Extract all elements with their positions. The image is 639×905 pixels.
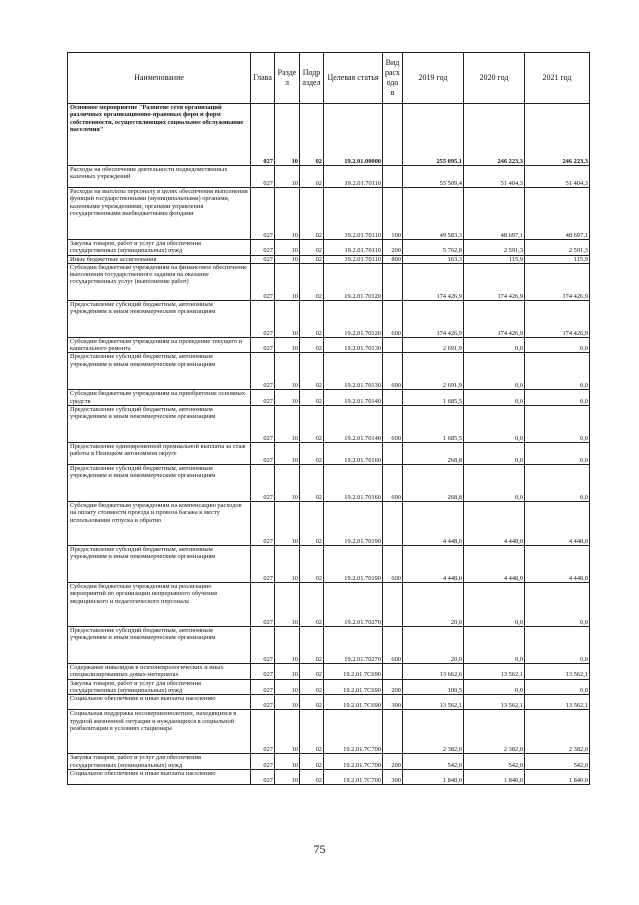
row-target-article-cell: 19.2.01.00000 [324,104,383,166]
row-target-article-cell: 19.2.01.70140 [324,406,383,443]
table-row [68,104,590,166]
row-expense-type-cell [383,710,403,754]
row-target-article-cell: 19.2.01.70110 [324,255,383,263]
row-expense-type-cell: 600 [383,300,403,337]
table-header-row [68,53,590,104]
row-chapter-cell: 027 [251,502,275,546]
row-chapter-cell: 027 [251,664,275,680]
table-row [68,443,590,465]
header-expense-type: Вид расходов [383,53,403,104]
row-name-cell: Иные бюджетные ассигнования [68,255,251,263]
row-expense-type-cell [383,263,403,300]
row-chapter-cell: 027 [251,627,275,664]
row-chapter-cell: 027 [251,754,275,770]
row-2019-cell: 5 762,8 [403,240,464,256]
row-target-article-cell: 19.2.01.70160 [324,465,383,502]
row-subsection-cell: 02 [300,754,324,770]
row-2019-cell: 1 685,5 [403,390,464,406]
row-subsection-cell: 02 [300,406,324,443]
row-2021-cell: 174 426,9 [525,300,590,337]
row-expense-type-cell: 600 [383,465,403,502]
header-year-2021: 2021 год [525,53,590,104]
row-2021-cell: 0,0 [525,627,590,664]
row-subsection-cell: 02 [300,104,324,166]
row-chapter-cell: 027 [251,188,275,240]
row-name-cell: Расходы на обеспечение деятельности подведомственных казенных учреждений [68,166,251,188]
row-expense-type-cell: 100 [383,188,403,240]
row-target-article-cell: 19.2.01.70190 [324,546,383,583]
row-subsection-cell: 02 [300,583,324,627]
row-2021-cell: 4 448,0 [525,502,590,546]
row-chapter-cell: 027 [251,465,275,502]
row-subsection-cell: 02 [300,664,324,680]
row-name-cell: Субсидии бюджетным учреждениям на приобретение основных средств [68,390,251,406]
row-target-article-cell: 19.2.01.70140 [324,390,383,406]
row-2019-cell: 174 426,9 [403,300,464,337]
row-2020-cell: 0,0 [464,679,525,695]
row-chapter-cell: 027 [251,769,275,784]
row-2019-cell: 13 662,6 [403,664,464,680]
row-chapter-cell: 027 [251,300,275,337]
row-2019-cell: 4 448,0 [403,546,464,583]
row-2019-cell: 2 691,9 [403,353,464,390]
row-target-article-cell: 19.2.01.7С690 [324,664,383,680]
row-expense-type-cell: 200 [383,754,403,770]
row-2021-cell: 246 223,3 [525,104,590,166]
row-section-cell: 10 [275,583,300,627]
row-2021-cell: 115,9 [525,255,590,263]
row-chapter-cell: 027 [251,263,275,300]
table-row [68,465,590,502]
row-expense-type-cell: 300 [383,695,403,710]
row-target-article-cell: 19.2.01.70120 [324,263,383,300]
row-chapter-cell: 027 [251,337,275,353]
row-2019-cell: 268,8 [403,465,464,502]
row-subsection-cell: 02 [300,679,324,695]
row-target-article-cell: 19.2.01.70130 [324,353,383,390]
row-chapter-cell: 027 [251,710,275,754]
row-section-cell: 10 [275,695,300,710]
row-chapter-cell: 027 [251,406,275,443]
row-target-article-cell: 19.2.01.7С690 [324,695,383,710]
table-row [68,754,590,770]
row-subsection-cell: 02 [300,240,324,256]
row-section-cell: 10 [275,627,300,664]
table-row [68,583,590,627]
table-row [68,390,590,406]
row-2021-cell: 0,0 [525,390,590,406]
row-section-cell: 10 [275,166,300,188]
row-name-cell: Предоставление единовременной премиальной выплаты за стаж работы в Ненецком автономном округе [68,443,251,465]
table-row [68,627,590,664]
row-chapter-cell: 027 [251,255,275,263]
row-section-cell: 10 [275,754,300,770]
row-2020-cell: 4 448,0 [464,502,525,546]
row-target-article-cell: 19.2.01.70110 [324,188,383,240]
row-2020-cell: 2 591,3 [464,240,525,256]
row-target-article-cell: 19.2.01.7С690 [324,679,383,695]
row-expense-type-cell [383,104,403,166]
row-chapter-cell: 027 [251,166,275,188]
row-expense-type-cell: 300 [383,769,403,784]
row-expense-type-cell [383,166,403,188]
row-2020-cell: 115,9 [464,255,525,263]
row-2020-cell: 0,0 [464,390,525,406]
row-2021-cell: 0,0 [525,406,590,443]
row-subsection-cell: 02 [300,166,324,188]
row-chapter-cell: 027 [251,679,275,695]
row-section-cell: 10 [275,188,300,240]
row-expense-type-cell: 600 [383,406,403,443]
row-2020-cell: 0,0 [464,443,525,465]
table-row [68,664,590,680]
budget-sheet [67,52,590,785]
row-chapter-cell: 027 [251,546,275,583]
table-row [68,166,590,188]
table-row [68,695,590,710]
row-name-cell: Социальная поддержка несовершеннолетних, находящихся в трудной жизненной ситуации и нуждающихся в социальной реабилитации в условиях стационара [68,710,251,754]
row-name-cell: Закупка товаров, работ и услуг для обеспечения государственных (муниципальных) нужд [68,679,251,695]
row-2020-cell: 0,0 [464,353,525,390]
row-chapter-cell: 027 [251,104,275,166]
table-row [68,502,590,546]
row-2020-cell: 51 404,3 [464,166,525,188]
row-name-cell: Предоставление субсидий бюджетным, автономным учреждениям и иным некоммерческим организациям [68,627,251,664]
row-2020-cell: 2 382,0 [464,710,525,754]
row-target-article-cell: 19.2.01.7С700 [324,710,383,754]
row-target-article-cell: 19.2.01.70190 [324,502,383,546]
header-section: Раздел [275,53,300,104]
row-2021-cell: 13 562,1 [525,664,590,680]
budget-table [67,52,590,785]
row-2019-cell: 100,5 [403,679,464,695]
table-row [68,353,590,390]
row-subsection-cell: 02 [300,769,324,784]
row-2019-cell: 2 382,0 [403,710,464,754]
row-section-cell: 10 [275,502,300,546]
row-chapter-cell: 027 [251,353,275,390]
row-name-cell: Основное мероприятие "Развитие сети организаций различных организационно-правовых форм и форм собственности, осуществляющих социальное обслуживание населения" [68,104,251,166]
row-subsection-cell: 02 [300,300,324,337]
row-target-article-cell: 19.2.01.7С700 [324,754,383,770]
table-row [68,337,590,353]
row-2021-cell: 51 404,3 [525,166,590,188]
row-expense-type-cell: 800 [383,255,403,263]
header-year-2020: 2020 год [464,53,525,104]
row-name-cell: Социальное обеспечение и иные выплаты населению [68,769,251,784]
row-subsection-cell: 02 [300,710,324,754]
row-name-cell: Содержание инвалидов в психоневрологических и иных специализированных домах-интернатах [68,664,251,680]
row-section-cell: 10 [275,390,300,406]
header-target-article: Целевая статья [324,53,383,104]
row-section-cell: 10 [275,255,300,263]
row-2021-cell: 0,0 [525,679,590,695]
row-2019-cell: 174 426,9 [403,263,464,300]
row-expense-type-cell [383,337,403,353]
row-name-cell: Предоставление субсидий бюджетным, автономным учреждениям и иным некоммерческим организациям [68,406,251,443]
header-name: Наименование [68,53,251,104]
row-name-cell: Предоставление субсидий бюджетным, автономным учреждениям и иным некоммерческим организациям [68,465,251,502]
row-2021-cell: 0,0 [525,353,590,390]
row-2020-cell: 13 562,1 [464,695,525,710]
row-2019-cell: 163,3 [403,255,464,263]
row-2019-cell: 20,0 [403,583,464,627]
row-2019-cell: 255 095,1 [403,104,464,166]
row-2020-cell: 48 697,1 [464,188,525,240]
table-row [68,406,590,443]
row-expense-type-cell [383,502,403,546]
row-2020-cell: 0,0 [464,583,525,627]
row-section-cell: 10 [275,300,300,337]
row-2020-cell: 542,0 [464,754,525,770]
row-chapter-cell: 027 [251,443,275,465]
row-2021-cell: 0,0 [525,465,590,502]
row-2021-cell: 13 562,1 [525,695,590,710]
row-expense-type-cell: 600 [383,353,403,390]
row-name-cell: Предоставление субсидий бюджетным, автономным учреждениям и иным некоммерческим организациям [68,353,251,390]
row-name-cell: Предоставление субсидий бюджетным, автономным учреждениям и иным некоммерческим организациям [68,300,251,337]
row-name-cell: Закупка товаров, работ и услуг для обеспечения государственных (муниципальных) нужд [68,240,251,256]
row-chapter-cell: 027 [251,695,275,710]
row-expense-type-cell: 600 [383,627,403,664]
row-2020-cell: 174 426,9 [464,263,525,300]
row-2019-cell: 20,0 [403,627,464,664]
row-2019-cell: 2 691,9 [403,337,464,353]
page-number: 75 [313,842,326,856]
row-target-article-cell: 19.2.01.7С700 [324,769,383,784]
row-2020-cell: 0,0 [464,337,525,353]
header-subsection: Подраздел [300,53,324,104]
table-row [68,240,590,256]
row-subsection-cell: 02 [300,188,324,240]
table-row [68,769,590,784]
row-subsection-cell: 02 [300,255,324,263]
row-subsection-cell: 02 [300,465,324,502]
header-year-2019: 2019 год [403,53,464,104]
row-name-cell: Субсидии бюджетным учреждениям на финансовое обеспечение выполнения государственного задания на оказание государственных услуг (выполнение работ) [68,263,251,300]
row-section-cell: 10 [275,406,300,443]
row-2019-cell: 542,0 [403,754,464,770]
row-2019-cell: 1 685,5 [403,406,464,443]
row-subsection-cell: 02 [300,263,324,300]
row-expense-type-cell: 200 [383,240,403,256]
row-name-cell: Социальное обеспечение и иные выплаты населению [68,695,251,710]
row-subsection-cell: 02 [300,390,324,406]
header-chapter: Глава [251,53,275,104]
row-2020-cell: 0,0 [464,465,525,502]
row-section-cell: 10 [275,337,300,353]
row-2019-cell: 13 562,1 [403,695,464,710]
row-section-cell: 10 [275,443,300,465]
row-subsection-cell: 02 [300,502,324,546]
row-2020-cell: 0,0 [464,627,525,664]
row-subsection-cell: 02 [300,337,324,353]
row-expense-type-cell [383,443,403,465]
row-expense-type-cell: 200 [383,679,403,695]
row-2021-cell: 542,0 [525,754,590,770]
row-subsection-cell: 02 [300,353,324,390]
row-2019-cell: 268,8 [403,443,464,465]
row-target-article-cell: 19.2.01.70270 [324,627,383,664]
row-section-cell: 10 [275,546,300,583]
row-2021-cell: 48 697,1 [525,188,590,240]
row-2019-cell: 4 448,0 [403,502,464,546]
table-body [68,104,590,785]
row-section-cell: 10 [275,353,300,390]
row-section-cell: 10 [275,679,300,695]
row-section-cell: 10 [275,710,300,754]
row-expense-type-cell [383,390,403,406]
row-expense-type-cell: 600 [383,546,403,583]
row-target-article-cell: 19.2.01.70270 [324,583,383,627]
row-expense-type-cell [383,664,403,680]
row-target-article-cell: 19.2.01.70110 [324,166,383,188]
table-row [68,263,590,300]
row-chapter-cell: 027 [251,583,275,627]
row-2019-cell: 49 583,3 [403,188,464,240]
row-2021-cell: 4 448,0 [525,546,590,583]
row-target-article-cell: 19.2.01.70110 [324,240,383,256]
row-subsection-cell: 02 [300,443,324,465]
row-2020-cell: 246 223,3 [464,104,525,166]
row-target-article-cell: 19.2.01.70130 [324,337,383,353]
table-row [68,710,590,754]
row-2020-cell: 174 426,9 [464,300,525,337]
row-section-cell: 10 [275,664,300,680]
row-chapter-cell: 027 [251,390,275,406]
row-section-cell: 10 [275,769,300,784]
row-section-cell: 10 [275,465,300,502]
table-row [68,188,590,240]
row-name-cell: Субсидии бюджетным учреждениям на компенсацию расходов на оплату стоимости проезда и провоза багажа к месту использования отпуска и обратно [68,502,251,546]
row-name-cell: Предоставление субсидий бюджетным, автономным учреждениям и иным некоммерческим организациям [68,546,251,583]
row-2021-cell: 1 840,0 [525,769,590,784]
row-target-article-cell: 19.2.01.70120 [324,300,383,337]
row-2021-cell: 0,0 [525,337,590,353]
row-2021-cell: 174 426,9 [525,263,590,300]
row-2020-cell: 4 448,0 [464,546,525,583]
row-section-cell: 10 [275,263,300,300]
row-2020-cell: 13 562,1 [464,664,525,680]
table-row [68,546,590,583]
row-name-cell: Субсидии бюджетным учреждениям на реализацию мероприятий по организации непрерывного обучения медицинского и педагогического персонала [68,583,251,627]
row-2021-cell: 0,0 [525,583,590,627]
row-name-cell: Закупка товаров, работ и услуг для обеспечения государственных (муниципальных) нужд [68,754,251,770]
row-2019-cell: 55 509,4 [403,166,464,188]
row-name-cell: Субсидии бюджетным учреждениям на проведение текущего и капитального ремонта [68,337,251,353]
row-target-article-cell: 19.2.01.70160 [324,443,383,465]
row-name-cell: Расходы на выплаты персоналу в целях обеспечения выполнения функций государственными (муниципальными) органами, казенными учреждениями, органами управления государственными внебюджетными фондами [68,188,251,240]
row-subsection-cell: 02 [300,546,324,583]
row-expense-type-cell [383,583,403,627]
row-section-cell: 10 [275,104,300,166]
row-subsection-cell: 02 [300,627,324,664]
table-row [68,255,590,263]
row-2021-cell: 0,0 [525,443,590,465]
table-row [68,679,590,695]
row-2021-cell: 2 591,3 [525,240,590,256]
row-2020-cell: 1 840,0 [464,769,525,784]
row-subsection-cell: 02 [300,695,324,710]
row-2020-cell: 0,0 [464,406,525,443]
row-2021-cell: 2 382,0 [525,710,590,754]
table-row [68,300,590,337]
row-2019-cell: 1 840,0 [403,769,464,784]
row-section-cell: 10 [275,240,300,256]
row-chapter-cell: 027 [251,240,275,256]
